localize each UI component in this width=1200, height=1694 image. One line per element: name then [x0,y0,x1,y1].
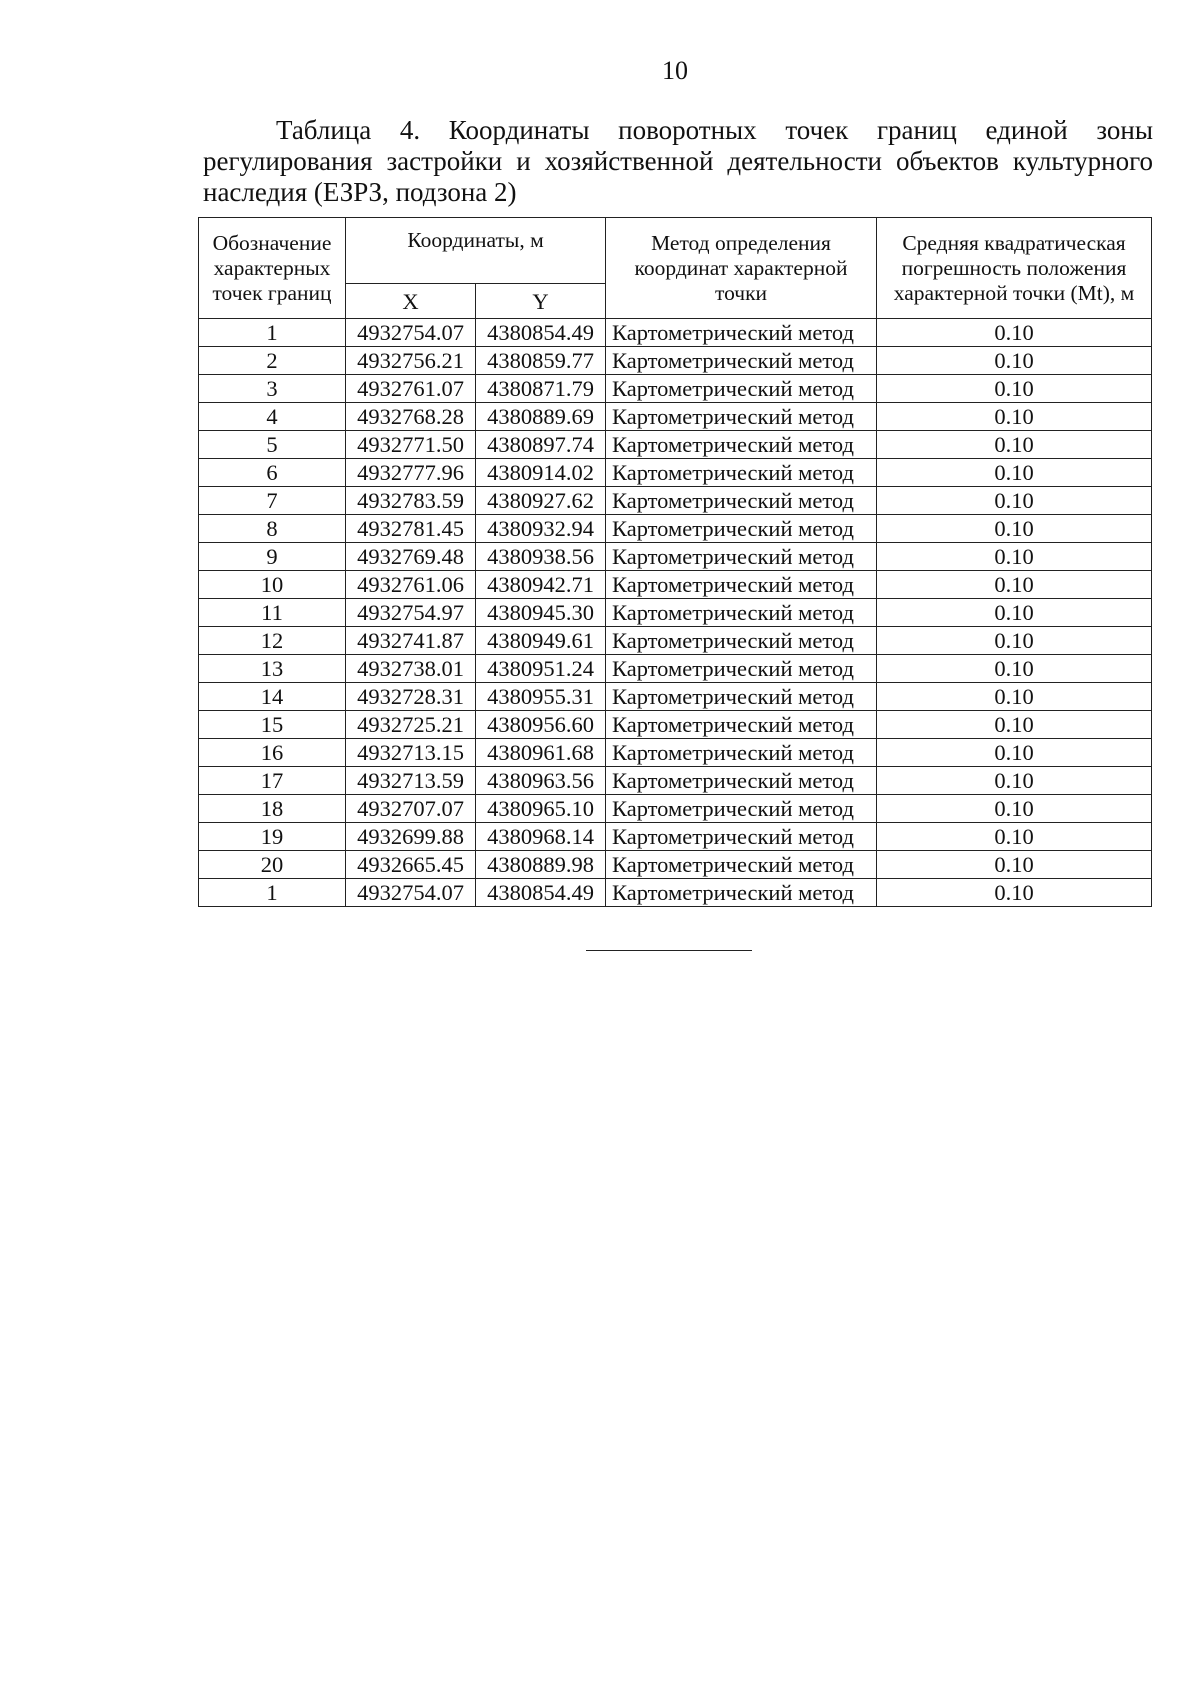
table-body [199,319,1152,907]
cell-y: 4380854.49 [476,879,606,907]
table-row [199,795,1152,823]
cell-x: 4932754.07 [346,879,476,907]
table-header [199,218,1152,319]
end-rule [586,950,752,951]
cell-y: 4380955.31 [476,683,606,711]
cell-y: 4380963.56 [476,767,606,795]
table-row [199,459,1152,487]
header-x: X [346,284,476,319]
table-caption [203,115,1153,208]
cell-point: 2 [199,347,346,375]
cell-accuracy: 0.10 [877,375,1152,403]
cell-point: 1 [199,319,346,347]
cell-y: 4380951.24 [476,655,606,683]
cell-accuracy: 0.10 [877,795,1152,823]
cell-method: Картометрический метод [606,347,877,375]
cell-x: 4932777.96 [346,459,476,487]
cell-point: 4 [199,403,346,431]
cell-method: Картометрический метод [606,459,877,487]
cell-method: Картометрический метод [606,767,877,795]
cell-point: 1 [199,879,346,907]
cell-accuracy: 0.10 [877,711,1152,739]
table-row [199,879,1152,907]
cell-x: 4932665.45 [346,851,476,879]
cell-x: 4932771.50 [346,431,476,459]
cell-y: 4380945.30 [476,599,606,627]
cell-accuracy: 0.10 [877,739,1152,767]
table-row [199,739,1152,767]
table-row [199,375,1152,403]
cell-point: 5 [199,431,346,459]
cell-x: 4932756.21 [346,347,476,375]
cell-y: 4380938.56 [476,543,606,571]
cell-method: Картометрический метод [606,487,877,515]
header-coordinates: Координаты, м [346,218,606,284]
cell-point: 9 [199,543,346,571]
table-row [199,627,1152,655]
cell-method: Картометрический метод [606,375,877,403]
cell-y: 4380968.14 [476,823,606,851]
cell-method: Картометрический метод [606,403,877,431]
cell-accuracy: 0.10 [877,571,1152,599]
cell-x: 4932781.45 [346,515,476,543]
cell-accuracy: 0.10 [877,431,1152,459]
cell-y: 4380961.68 [476,739,606,767]
cell-point: 18 [199,795,346,823]
header-y: Y [476,284,606,319]
cell-accuracy: 0.10 [877,655,1152,683]
cell-y: 4380859.77 [476,347,606,375]
cell-y: 4380956.60 [476,711,606,739]
cell-point: 14 [199,683,346,711]
cell-y: 4380871.79 [476,375,606,403]
cell-point: 11 [199,599,346,627]
table-row [199,683,1152,711]
table-row [199,515,1152,543]
table-row [199,319,1152,347]
cell-point: 19 [199,823,346,851]
cell-accuracy: 0.10 [877,403,1152,431]
coordinates-table [198,217,1152,907]
table-row [199,431,1152,459]
table-row [199,571,1152,599]
cell-method: Картометрический метод [606,683,877,711]
cell-point: 20 [199,851,346,879]
cell-x: 4932761.07 [346,375,476,403]
cell-point: 6 [199,459,346,487]
cell-method: Картометрический метод [606,655,877,683]
cell-accuracy: 0.10 [877,459,1152,487]
cell-x: 4932713.15 [346,739,476,767]
cell-y: 4380965.10 [476,795,606,823]
cell-point: 17 [199,767,346,795]
cell-point: 7 [199,487,346,515]
header-point: Обозначение характерных точек границ [199,218,346,319]
cell-method: Картометрический метод [606,571,877,599]
cell-x: 4932754.07 [346,319,476,347]
cell-y: 4380897.74 [476,431,606,459]
cell-method: Картометрический метод [606,627,877,655]
header-method: Метод определения координат характерной точки [606,218,877,319]
table-row [199,487,1152,515]
cell-x: 4932741.87 [346,627,476,655]
cell-method: Картометрический метод [606,431,877,459]
cell-y: 4380942.71 [476,571,606,599]
table-row [199,655,1152,683]
cell-method: Картометрический метод [606,711,877,739]
cell-y: 4380914.02 [476,459,606,487]
cell-point: 3 [199,375,346,403]
cell-method: Картометрический метод [606,515,877,543]
cell-x: 4932728.31 [346,683,476,711]
cell-x: 4932713.59 [346,767,476,795]
cell-accuracy: 0.10 [877,823,1152,851]
cell-accuracy: 0.10 [877,319,1152,347]
cell-x: 4932738.01 [346,655,476,683]
table-row [199,767,1152,795]
caption-text: Таблица 4. Координаты поворотных точек границ единой зоны регулирования застройки и хозяйственной деятельности объектов культурного наследия (ЕЗРЗ, подзона 2) [203,115,1153,207]
page-number: 10 [662,56,688,85]
cell-y: 4380889.69 [476,403,606,431]
cell-method: Картометрический метод [606,851,877,879]
cell-accuracy: 0.10 [877,851,1152,879]
cell-method: Картометрический метод [606,879,877,907]
cell-point: 8 [199,515,346,543]
table-row [199,347,1152,375]
cell-method: Картометрический метод [606,599,877,627]
cell-accuracy: 0.10 [877,879,1152,907]
cell-y: 4380889.98 [476,851,606,879]
table-row [199,851,1152,879]
cell-accuracy: 0.10 [877,767,1152,795]
cell-accuracy: 0.10 [877,515,1152,543]
cell-point: 12 [199,627,346,655]
cell-accuracy: 0.10 [877,599,1152,627]
cell-x: 4932699.88 [346,823,476,851]
table-row [199,711,1152,739]
cell-method: Картометрический метод [606,319,877,347]
cell-method: Картометрический метод [606,823,877,851]
header-row-1 [199,218,1152,284]
cell-method: Картометрический метод [606,739,877,767]
cell-x: 4932725.21 [346,711,476,739]
cell-method: Картометрический метод [606,795,877,823]
cell-y: 4380854.49 [476,319,606,347]
cell-x: 4932769.48 [346,543,476,571]
cell-point: 13 [199,655,346,683]
cell-point: 10 [199,571,346,599]
cell-y: 4380932.94 [476,515,606,543]
cell-accuracy: 0.10 [877,543,1152,571]
cell-x: 4932707.07 [346,795,476,823]
table-row [199,823,1152,851]
cell-accuracy: 0.10 [877,487,1152,515]
table-row [199,403,1152,431]
cell-y: 4380949.61 [476,627,606,655]
table-row [199,543,1152,571]
cell-x: 4932761.06 [346,571,476,599]
cell-x: 4932754.97 [346,599,476,627]
cell-x: 4932768.28 [346,403,476,431]
cell-point: 16 [199,739,346,767]
cell-y: 4380927.62 [476,487,606,515]
cell-accuracy: 0.10 [877,683,1152,711]
cell-x: 4932783.59 [346,487,476,515]
cell-accuracy: 0.10 [877,347,1152,375]
cell-point: 15 [199,711,346,739]
table-row [199,599,1152,627]
header-accuracy: Средняя квадратическая погрешность положения характерной точки (Mt), м [877,218,1152,319]
cell-method: Картометрический метод [606,543,877,571]
cell-accuracy: 0.10 [877,627,1152,655]
